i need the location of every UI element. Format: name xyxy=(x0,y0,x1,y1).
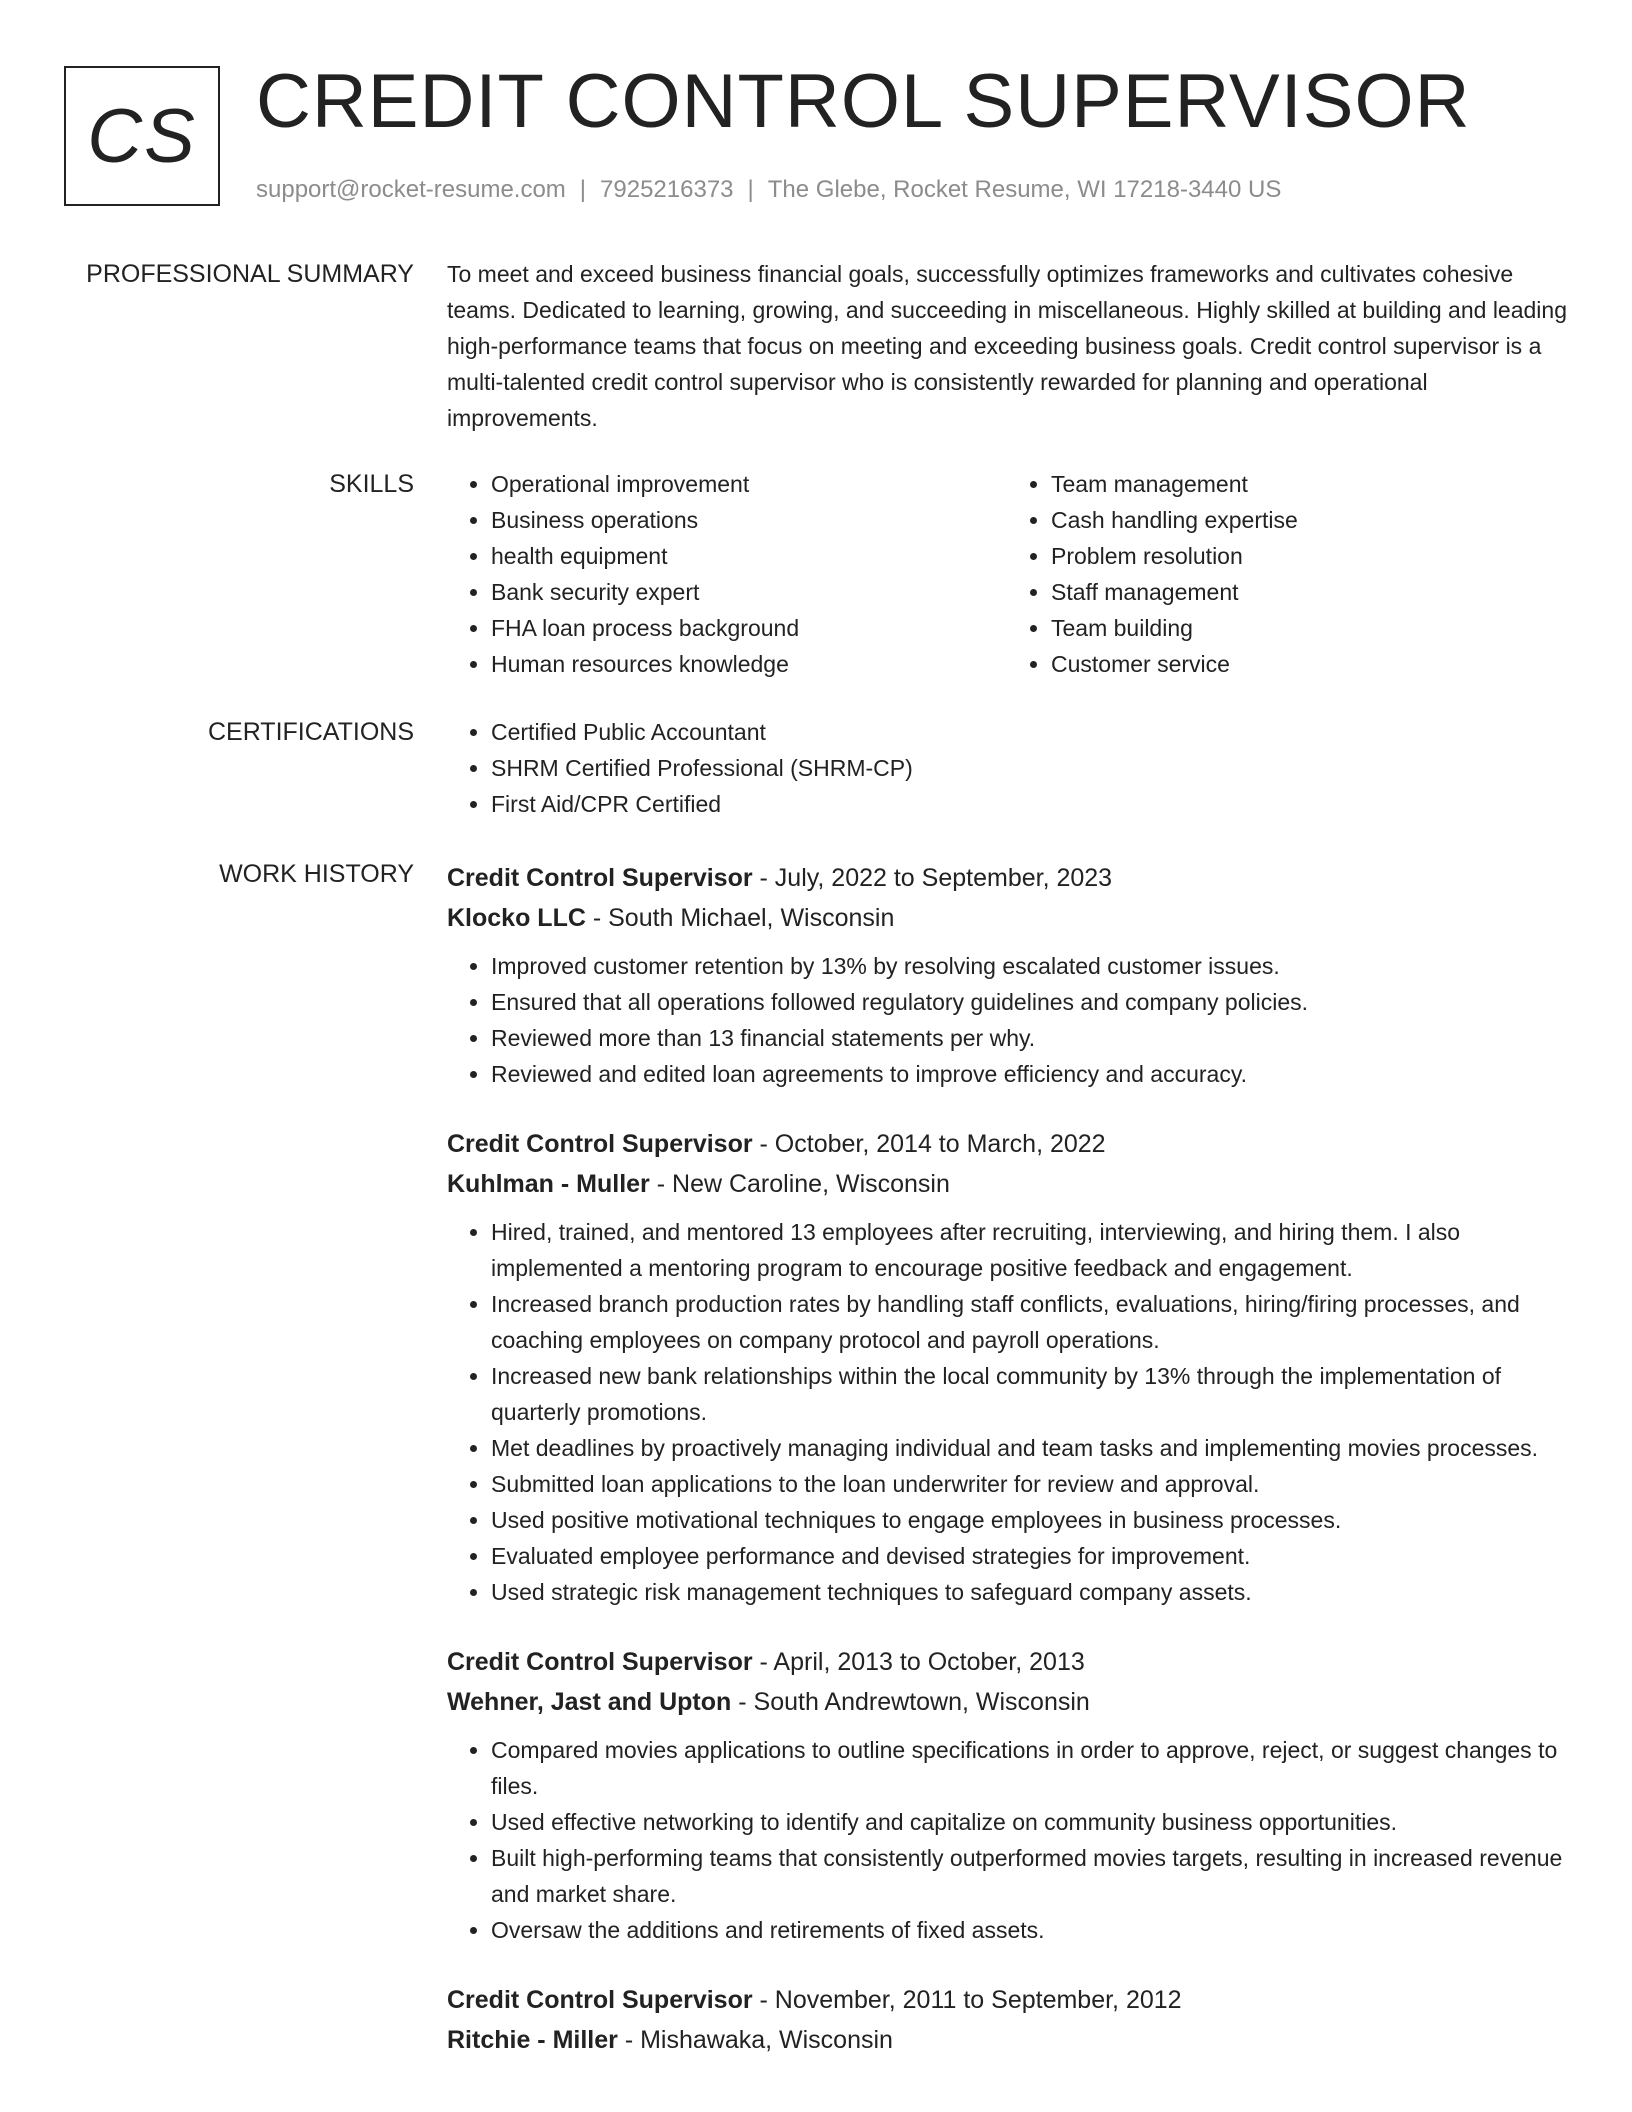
job-company-line xyxy=(447,1682,1567,1722)
job-bullet: • Submitted loan applications to the loan underwriter for review and approval. xyxy=(491,1466,1567,1502)
job-title: Credit Control Supervisor xyxy=(447,1986,753,2014)
job-entry xyxy=(447,1642,1567,1948)
section-label-certifications: CERTIFICATIONS xyxy=(207,718,414,746)
job-dates: - July, 2022 to September, 2023 xyxy=(752,864,1113,892)
job-bullet: • Improved customer retention by 13% by resolving escalated customer issues. xyxy=(491,948,1567,984)
job-bullet: • Used effective networking to identify and capitalize on community business opportunities. xyxy=(491,1804,1567,1840)
skill-item: • Bank security expert xyxy=(491,574,1007,610)
job-location: - New Caroline, Wisconsin xyxy=(649,1170,950,1198)
job-bullet: • Hired, trained, and mentored 13 employees after recruiting, interviewing, and hiring them. I also implemented a mentoring program to encourage positive feedback and engagement. xyxy=(491,1214,1567,1286)
job-bullet: • Used positive motivational techniques to engage employees in business processes. xyxy=(491,1502,1567,1538)
contact-separator: | xyxy=(747,176,754,203)
job-company-line xyxy=(447,2020,1567,2060)
job-location: - Mishawaka, Wisconsin xyxy=(617,2026,893,2054)
skill-item: • Operational improvement xyxy=(491,466,1007,502)
job-company: Kuhlman - Muller xyxy=(447,1170,650,1198)
certification-item: • SHRM Certified Professional (SHRM-CP) xyxy=(491,750,1567,786)
job-bullet: • Reviewed and edited loan agreements to improve efficiency and accuracy. xyxy=(491,1056,1567,1092)
skill-item: • health equipment xyxy=(491,538,1007,574)
job-bullet: • Ensured that all operations followed regulatory guidelines and company policies. xyxy=(491,984,1567,1020)
section-label-skills: SKILLS xyxy=(329,470,414,498)
skill-item: • Team management xyxy=(1051,466,1567,502)
job-title-line xyxy=(447,1980,1567,2020)
job-title: Credit Control Supervisor xyxy=(447,864,753,892)
certification-item: • First Aid/CPR Certified xyxy=(491,786,1567,822)
job-location: - South Michael, Wisconsin xyxy=(585,904,895,932)
skills-list-right xyxy=(1007,466,1567,682)
job-company-line xyxy=(447,898,1567,938)
skill-item: • FHA loan process background xyxy=(491,610,1007,646)
job-dates: - October, 2014 to March, 2022 xyxy=(752,1130,1106,1158)
contact-phone[interactable]: 7925216373 xyxy=(600,176,734,203)
work-history-section xyxy=(447,858,1567,2092)
job-bullet: • Met deadlines by proactively managing individual and team tasks and implementing movies processes. xyxy=(491,1430,1567,1466)
job-bullet: • Used strategic risk management techniques to safeguard company assets. xyxy=(491,1574,1567,1610)
skill-item: • Business operations xyxy=(491,502,1007,538)
contact-line xyxy=(256,176,1281,204)
job-entry xyxy=(447,1980,1567,2060)
job-title-line xyxy=(447,1642,1567,1682)
job-bullet: • Evaluated employee performance and devised strategies for improvement. xyxy=(491,1538,1567,1574)
job-entry xyxy=(447,1124,1567,1610)
job-company: Klocko LLC xyxy=(447,904,586,932)
skill-item: • Problem resolution xyxy=(1051,538,1567,574)
certifications-section xyxy=(447,714,1567,822)
section-label-summary: PROFESSIONAL SUMMARY xyxy=(86,260,414,288)
job-bullets xyxy=(447,1732,1567,1948)
certifications-list xyxy=(447,714,1567,822)
monogram-initials: CS xyxy=(64,66,220,206)
summary-text: To meet and exceed business financial goals, successfully optimizes frameworks and cultivates cohesive teams. Dedicated to learning, growing, and succeeding in miscellaneous. Highly skilled at building and leading high-performance teams that focus on meeting and exceeding business goals. Credit control supervisor is a multi-talented credit control supervisor who is consistently rewarded for planning and operational improvements. xyxy=(447,261,1568,431)
job-bullets xyxy=(447,948,1567,1092)
job-title: Credit Control Supervisor xyxy=(447,1130,753,1158)
job-bullet: • Increased new bank relationships within the local community by 13% through the implementation of quarterly promotions. xyxy=(491,1358,1567,1430)
job-entry xyxy=(447,858,1567,1092)
job-bullet: • Compared movies applications to outline specifications in order to approve, reject, or suggest changes to files. xyxy=(491,1732,1567,1804)
job-dates: - November, 2011 to September, 2012 xyxy=(752,1986,1182,2014)
summary-section xyxy=(447,256,1567,436)
contact-email[interactable]: support@rocket-resume.com xyxy=(256,176,566,203)
skills-list-left xyxy=(447,466,1007,682)
resume-title: CREDIT CONTROL SUPERVISOR xyxy=(256,59,1471,144)
certification-item: • Certified Public Accountant xyxy=(491,714,1567,750)
job-company: Wehner, Jast and Upton xyxy=(447,1688,732,1716)
job-company-line xyxy=(447,1164,1567,1204)
skills-section xyxy=(447,466,1567,682)
job-bullet: • Increased branch production rates by handling staff conflicts, evaluations, hiring/firing processes, and coaching employees on company protocol and payroll operations. xyxy=(491,1286,1567,1358)
skill-item: • Customer service xyxy=(1051,646,1567,682)
skill-item: • Cash handling expertise xyxy=(1051,502,1567,538)
job-location: - South Andrewtown, Wisconsin xyxy=(731,1688,1090,1716)
contact-separator: | xyxy=(579,176,587,203)
job-bullet: • Reviewed more than 13 financial statements per why. xyxy=(491,1020,1567,1056)
contact-address: The Glebe, Rocket Resume, WI 17218-3440 US xyxy=(767,176,1282,203)
job-company: Ritchie - Miller xyxy=(447,2026,618,2054)
skill-item: • Team building xyxy=(1051,610,1567,646)
skill-item: • Staff management xyxy=(1051,574,1567,610)
job-bullet: • Oversaw the additions and retirements of fixed assets. xyxy=(491,1912,1567,1948)
skill-item: • Human resources knowledge xyxy=(491,646,1007,682)
job-title: Credit Control Supervisor xyxy=(447,1648,753,1676)
section-label-work-history: WORK HISTORY xyxy=(219,860,414,888)
job-bullet: • Built high-performing teams that consistently outperformed movies targets, resulting in increased revenue and market share. xyxy=(491,1840,1567,1912)
job-dates: - April, 2013 to October, 2013 xyxy=(752,1648,1085,1676)
job-title-line xyxy=(447,858,1567,898)
job-bullets xyxy=(447,1214,1567,1610)
job-title-line xyxy=(447,1124,1567,1164)
